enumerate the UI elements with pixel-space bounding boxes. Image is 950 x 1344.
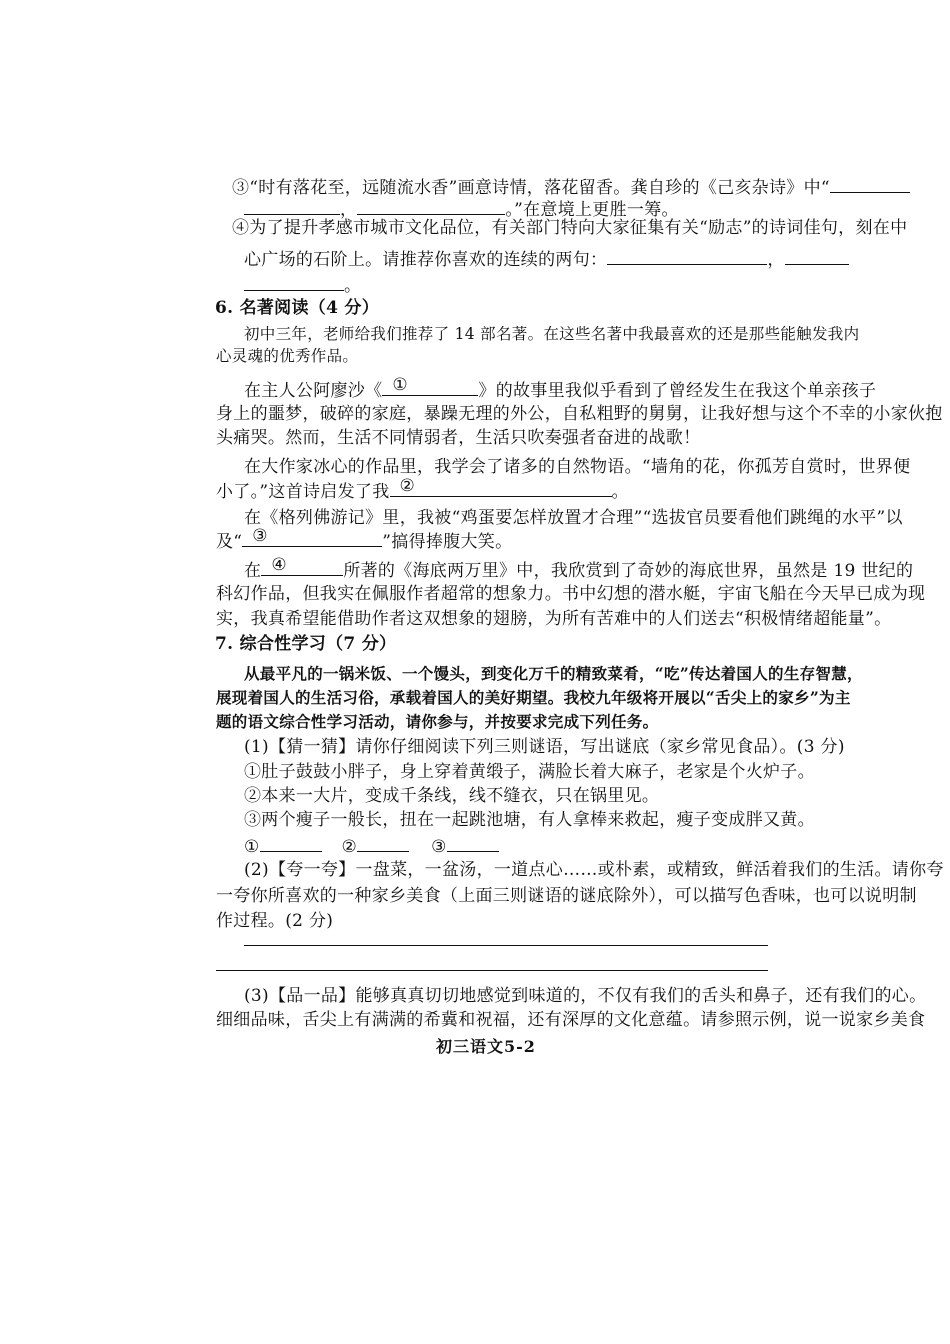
s6-p1-line3: 头痛哭。然而，生活不同情弱者，生活只吹奏强者奋进的战歌！ xyxy=(216,428,701,448)
section-7-heading: 7. 综合性学习（7 分） xyxy=(215,634,397,654)
q4-line3: 。 xyxy=(244,272,361,298)
s7-intro-1: 从最平凡的一锅米饭、一个馒头，到变化万千的精致菜肴，“吃”传达着国人的生存智慧， xyxy=(244,664,863,683)
s7-intro-2: 展现着国人的生活习俗，承载着国人的美好期望。我校九年级将开展以“舌尖上的家乡”为主 xyxy=(216,688,851,707)
answer-blank[interactable] xyxy=(607,246,767,265)
blank-3[interactable]: ③ xyxy=(242,528,382,547)
s6-p4-line1: 在 ④ 所著的《海底两万里》中，我欣赏到了奇妙的海底世界，虽然是 19 世纪的 xyxy=(244,555,914,581)
s7-q2-line1: (2)【夸一夸】一盘菜，一盆汤，一道点心……或朴素，或精致，鲜活着我们的生活。请你夸 xyxy=(244,860,944,880)
answer-line-2[interactable] xyxy=(216,970,768,971)
riddle-answers: ① ② ③ xyxy=(244,833,499,859)
s6-p2-line1: 在大作家冰心的作品里，我学会了诸多的自然物语。“墙角的花，你孤芳自赏时，世界便 xyxy=(244,457,911,477)
s6-p2-line2: 小了。”这首诗启发了我 ② 。 xyxy=(216,476,629,502)
s6-p3-line2: 及“ ③ ”搞得捧腹大笑。 xyxy=(216,526,513,552)
s7-q3-line2: 细细品味，舌尖上有满满的希冀和祝福，还有深厚的文化意蕴。请参照示例，说一说家乡美食 xyxy=(216,1010,926,1030)
s6-p1-line1: 在主人公阿廖沙《 ① 》的故事里我似乎看到了曾经发生在我这个单亲孩子 xyxy=(244,375,877,401)
q3-line2: ， 。”在意境上更胜一筹。 xyxy=(244,196,679,222)
s7-q2-line2: 一夸你所喜欢的一种家乡美食（上面三则谜语的谜底除外），可以描写色香味，也可以说明制 xyxy=(216,886,917,906)
riddle-answer-blank-1[interactable] xyxy=(260,833,322,852)
riddle-1: ①肚子鼓鼓小胖子，身上穿着黄缎子，满脸长着大麻子，老家是个火炉子。 xyxy=(244,762,815,782)
q3-tail: 。”在意境上更胜一筹。 xyxy=(505,200,679,220)
riddle-answer-blank-3[interactable] xyxy=(447,833,499,852)
s6-p1-line2: 身上的噩梦，破碎的家庭，暴躁无理的外公，自私粗野的舅舅，让我好想与这个不幸的小家伙抱 xyxy=(216,404,943,424)
blank-4[interactable]: ④ xyxy=(261,557,343,576)
q4-line2: 心广场的石阶上。请推荐你喜欢的连续的两句： ， xyxy=(244,246,849,272)
s6-p4-line3: 实，我真希望能借助作者这双想象的翅膀，为所有苦难中的人们送去“积极情绪超能量”。 xyxy=(216,609,892,629)
answer-blank[interactable] xyxy=(244,272,344,291)
s6-intro-1: 初中三年，老师给我们推荐了 14 部名著。在这些名著中我最喜欢的还是那些能触发我内 xyxy=(244,325,860,343)
riddle-answer-blank-2[interactable] xyxy=(357,833,409,852)
blank-1[interactable]: ① xyxy=(382,377,478,396)
q3-text: ③“时有落花至，远随流水香”画意诗情，落花留香。龚自珍的《己亥杂诗》中“ xyxy=(232,178,830,198)
answer-blank[interactable] xyxy=(357,196,505,215)
riddle-3: ③两个瘦子一般长，扭在一起跳池塘，有人拿棒来救起，瘦子变成胖又黄。 xyxy=(244,810,815,830)
answer-blank[interactable] xyxy=(830,174,910,193)
answer-blank[interactable] xyxy=(785,246,849,265)
q4-line1: ④为了提升孝感市城市文化品位，有关部门特向大家征集有关“励志”的诗词佳句，刻在中 xyxy=(232,218,908,238)
answer-line-1[interactable] xyxy=(244,945,768,946)
s6-intro-2: 心灵魂的优秀作品。 xyxy=(216,347,359,365)
section-6-heading: 6. 名著阅读（4 分） xyxy=(215,298,380,318)
s7-q3-line1: (3)【品一品】能够真真切切地感觉到味道的，不仅有我们的舌头和鼻子，还有我们的心。 xyxy=(244,986,927,1006)
blank-2[interactable]: ② xyxy=(390,478,612,497)
answer-blank[interactable] xyxy=(244,196,340,215)
s6-p3-line1: 在《格列佛游记》里，我被“鸡蛋要怎样放置才合理”“选拔官员要看他们跳绳的水平”以 xyxy=(244,508,903,528)
s7-intro-3: 题的语文综合性学习活动，请你参与，并按要求完成下列任务。 xyxy=(216,712,659,731)
s7-q2-line3: 作过程。(2 分) xyxy=(216,911,334,931)
page-footer: 初三语文5-2 xyxy=(436,1037,536,1056)
s6-p4-line2: 科幻作品，但我实在佩服作者超常的想象力。书中幻想的潜水艇，宇宙飞船在今天早已成为现 xyxy=(216,584,926,604)
s7-q1: (1)【猜一猜】请你仔细阅读下列三则谜语，写出谜底（家乡常见食品）。(3 分) xyxy=(244,737,845,757)
riddle-2: ②本来一大片，变成千条线，线不缝衣，只在锅里见。 xyxy=(244,786,660,806)
